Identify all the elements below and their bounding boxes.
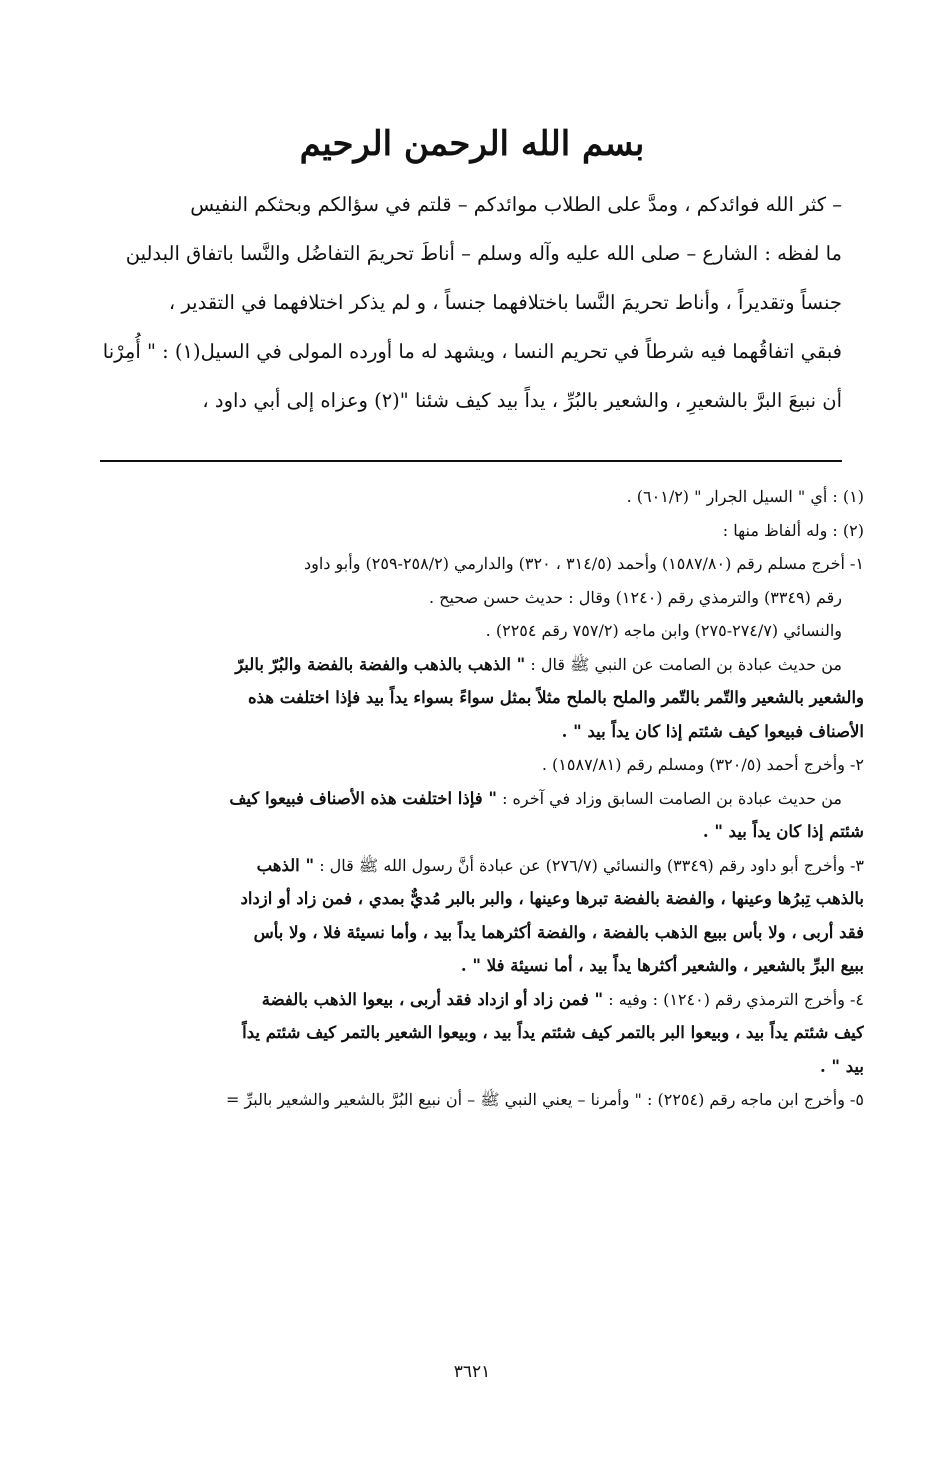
footnote-item-1-hadith-line bbox=[100, 648, 864, 682]
hadith-text: " فمن زاد أو ازداد فقد أربى ، بيعوا الذهب بالفضة bbox=[261, 989, 604, 1009]
hadith-intro: من حديث عبادة بن الصامت السابق وزاد في آخره : bbox=[496, 788, 842, 808]
footnote-item-4-hadith-line: بيد " . bbox=[819, 1056, 864, 1076]
footnote-item-1-hadith-line: الأصناف فبيعوا كيف شئتم إذا كان يداً بيد " . bbox=[561, 721, 864, 741]
page-number: ٣٦٢١ bbox=[453, 1362, 491, 1382]
hadith-text: " الذهب bbox=[256, 855, 315, 875]
main-text-line: جنساً وتقديراً ، وأناط تحريمَ النَّسا باختلافهما جنساً ، و لم يذكر اختلافهما في التقدير ، bbox=[168, 291, 842, 314]
footnote-item-4-hadith-line: كيف شئتم يداً بيد ، وبيعوا البر بالتمر كيف شئتم يداً بيد ، وبيعوا الشعير بالتمر كيف شئتم يداً bbox=[242, 1023, 864, 1042]
main-text-line: – كثر الله فوائدكم ، ومدَّ على الطلاب موائدكم – قلتم في سؤالكم وبحثكم النفيس bbox=[190, 193, 842, 216]
footnote-item-3-hadith-line: ببيع البرِّ بالشعير ، والشعير أكثرها يداً بيد ، أما نسيئة فلا " . bbox=[460, 956, 864, 975]
hadith-intro: من حديث عبادة بن الصامت عن النبي ﷺ قال : bbox=[525, 654, 842, 674]
footnote-item-3-line bbox=[100, 849, 864, 883]
hadith-intro: ٣- وأخرج أبو داود رقم (٣٣٤٩) والنسائي (٢٧٦/٧) عن عبادة أنَّ رسول الله ﷺ قال : bbox=[314, 855, 864, 875]
footnotes bbox=[100, 480, 864, 1117]
footnote-item-2-line: ٢- وأخرج أحمد (٣٢٠/٥) ومسلم رقم (١٥٨٧/٨١) . bbox=[541, 755, 864, 774]
main-text-line: فبقي اتفاقُهما فيه شرطاً في تحريم النسا ، ويشهد له ما أورده المولى في السيل(١) : " أُمِرْنا bbox=[102, 340, 842, 363]
footnote-2: (٢) : وله ألفاظ منها : bbox=[722, 520, 864, 540]
footnote-item-2-hadith-line: شئتم إذا كان يداً بيد " . bbox=[702, 822, 864, 841]
footnote-item-1-line: رقم (٣٣٤٩) والترمذي رقم (١٢٤٠) وقال : حديث حسن صحيح . bbox=[428, 587, 842, 607]
footnote-separator bbox=[100, 460, 842, 462]
footnote-item-2-hadith-line bbox=[100, 782, 864, 816]
footnote-item-1-line: ١- أخرج مسلم رقم (١٥٨٧/٨٠) وأحمد (٣١٤/٥ ، ٣٢٠) والدارمي (٢٥٨/٢-٢٥٩) وأبو داود bbox=[304, 554, 864, 573]
basmala-heading: بسم الله الرحمن الرحيم bbox=[299, 124, 645, 164]
footnote-item-1-line: والنسائي (٢٧٤/٧-٢٧٥) وابن ماجه (٧٥٧/٢ رقم ٢٢٥٤) . bbox=[485, 621, 842, 640]
footnote-item-1-hadith-line: والشعير بالشعير والتّمر بالتّمر والملح بالملح مثلاً بمثل سواءً بسواء يداً بيد فإذا اختلفت هذه bbox=[247, 688, 864, 707]
hadith-text: " الذهب بالذهب والفضة بالفضة والبُرّ بالبرّ bbox=[235, 654, 526, 674]
footnote-item-5-line: ٥- وأخرج ابن ماجه رقم (٢٢٥٤) : " وأمرنا – يعني النبي ﷺ – أن نبيع البُرَّ بالشعير والشعير بالبرِّ = bbox=[225, 1090, 864, 1109]
main-text bbox=[100, 180, 842, 425]
footnote-1: (١) : أي " السيل الجرار " (٦٠١/٢) . bbox=[626, 487, 864, 506]
main-text-line: ما لفظه : الشارع – صلى الله عليه وآله وسلم – أناطَ تحريمَ التفاضُل والنَّسا باتفاق البدلين bbox=[125, 242, 842, 265]
footnote-item-3-hadith-line: فقد أربى ، ولا بأس ببيع الذهب بالفضة ، والفضة أكثرهما يداً بيد ، وأما نسيئة فلا ، ولا بأس bbox=[253, 922, 864, 942]
footnote-item-4-line bbox=[100, 983, 864, 1017]
main-text-line: أن نبيعَ البرَّ بالشعيرِ ، والشعير بالبُرِّ ، يداً بيد كيف شئنا "(٢) وعزاه إلى أبي داود ، bbox=[202, 389, 842, 412]
footnote-item-3-hadith-line: بالذهب تِبرُها وعينها ، والفضة بالفضة تبرها وعينها ، والبر بالبر مُديٌّ بمدي ، فمن زاد أو ازداد bbox=[240, 889, 864, 908]
hadith-intro: ٤- وأخرج الترمذي رقم (١٢٤٠) : وفيه : bbox=[603, 989, 864, 1009]
hadith-text: " فإذا اختلفت هذه الأصناف فبيعوا كيف bbox=[229, 788, 497, 808]
